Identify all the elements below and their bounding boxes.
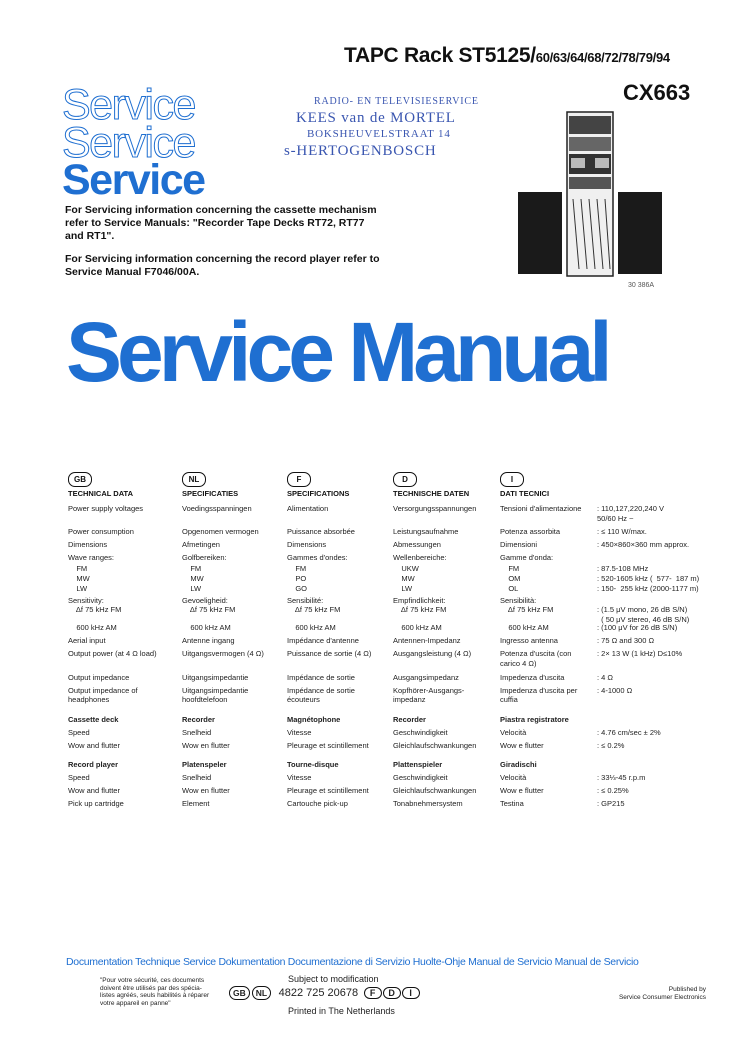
- spec-label: Giradischi: [500, 760, 537, 769]
- spec-label: Recorder: [393, 715, 426, 724]
- spec-label: Δf 75 kHz FM: [500, 605, 554, 614]
- spec-label: Speed: [68, 728, 90, 737]
- spec-label: Antenne ingang: [182, 636, 235, 645]
- spec-label: Sensitivity:: [68, 596, 104, 605]
- spec-label: cuffia: [500, 695, 518, 704]
- language-flag-gb: GB: [68, 472, 92, 487]
- document-number: 4822 725 20678: [278, 987, 359, 999]
- spec-label: Opgenomen vermogen: [182, 527, 259, 536]
- spec-label: Impedenza d'uscita per: [500, 686, 578, 695]
- spec-label: Ingresso antenna: [500, 636, 558, 645]
- model-title: [344, 44, 670, 68]
- spec-label: Ausgangsimpedanz: [393, 673, 459, 682]
- big-title: Service Manual: [66, 305, 608, 399]
- model-suffix: 60/63/64/68/72/78/79/94: [535, 50, 670, 65]
- spec-value: : GP215: [597, 799, 625, 808]
- spec-label: Uitgangsimpedantie: [182, 686, 249, 695]
- publisher: [618, 986, 706, 1001]
- spec-label: Δf 75 kHz FM: [393, 605, 447, 614]
- spec-value: : 4.76 cm/sec ± 2%: [597, 728, 661, 737]
- spec-label: 600 kHz AM: [68, 623, 117, 632]
- spec-label: Pleurage et scintillement: [287, 741, 369, 750]
- spec-label: Ausgangsleistung (4 Ω): [393, 649, 472, 658]
- spec-label: Speed: [68, 773, 90, 782]
- column-header: SPECIFICATIONS: [287, 489, 350, 498]
- language-pill-f: F: [364, 987, 382, 999]
- spec-value: : (100 μV for 26 dB S/N): [597, 623, 678, 632]
- stamp-line-3: BOKSHEUVELSTRAAT 14: [307, 128, 451, 140]
- spec-label: 600 kHz AM: [500, 623, 549, 632]
- service-logo-outline-1: Service: [62, 81, 195, 129]
- model-name: TAPC Rack ST5125/: [344, 44, 536, 67]
- spec-label: FM: [68, 564, 88, 573]
- safety-line: listes agréés, seuls habilités à réparer: [100, 992, 210, 999]
- spec-label: Wow and flutter: [68, 741, 120, 750]
- spec-value: : 520-1605 kHz ( 577- 187 m): [597, 574, 700, 583]
- spec-label: UKW: [393, 564, 419, 573]
- spec-label: Element: [182, 799, 210, 808]
- spec-label: Piastra registratore: [500, 715, 569, 724]
- spec-value: : 4 Ω: [597, 673, 614, 682]
- service-logo-outline-2: Service: [62, 119, 195, 167]
- left-speaker: [518, 192, 562, 274]
- language-pill-d: D: [383, 987, 401, 999]
- spec-label: écouteurs: [287, 695, 320, 704]
- spec-label: Pleurage et scintillement: [287, 786, 369, 795]
- spec-label: FM: [500, 564, 520, 573]
- spec-value: ( 50 μV stereo, 46 dB S/N): [597, 615, 690, 624]
- language-flag-nl: NL: [182, 472, 206, 487]
- spec-value: : ≤ 110 W/max.: [597, 527, 647, 536]
- spec-label: Antennen-Impedanz: [393, 636, 461, 645]
- spec-label: Wow en flutter: [182, 786, 230, 795]
- document-code: [229, 986, 421, 1000]
- spec-label: Δf 75 kHz FM: [287, 605, 341, 614]
- spec-label: Platenspeler: [182, 760, 227, 769]
- printed-in: Printed in The Netherlands: [288, 1006, 395, 1016]
- spec-value: : 110,127,220,240 V: [597, 504, 665, 513]
- spec-label: Impédance d'antenne: [287, 636, 359, 645]
- spec-label: Uitgangsimpedantie: [182, 673, 249, 682]
- spec-label: FM: [182, 564, 202, 573]
- spec-label: Tourne-disque: [287, 760, 339, 769]
- spec-label: Geschwindigkeit: [393, 728, 448, 737]
- spec-label: Magnétophone: [287, 715, 341, 724]
- spec-value: : 87.5-108 MHz: [597, 564, 649, 573]
- spec-label: LW: [393, 584, 413, 593]
- product-photo: [515, 104, 665, 282]
- spec-label: OM: [500, 574, 521, 583]
- subject-to-modification: Subject to modification: [288, 974, 379, 984]
- spec-label: Sensibilité:: [287, 596, 324, 605]
- spec-label: impedanz: [393, 695, 426, 704]
- stamp-line-1: RADIO- EN TELEVISIESERVICE: [314, 96, 479, 107]
- spec-label: Kopfhörer-Ausgangs-: [393, 686, 465, 695]
- spec-label: Sensibilità:: [500, 596, 537, 605]
- spec-label: Golfbereiken:: [182, 553, 227, 562]
- spec-label: Vitesse: [287, 728, 312, 737]
- spec-label: Tonabnehmersystem: [393, 799, 463, 808]
- spec-label: PO: [287, 574, 307, 583]
- spec-label: Potenza d'uscita (con: [500, 649, 572, 658]
- spec-label: Gleichlaufschwankungen: [393, 741, 477, 750]
- spec-label: Vitesse: [287, 773, 312, 782]
- spec-label: MW: [68, 574, 90, 583]
- spec-label: Cartouche pick-up: [287, 799, 348, 808]
- column-header: DATI TECNICI: [500, 489, 550, 498]
- spec-label: Wow and flutter: [68, 786, 120, 795]
- photo-label: 30 386A: [628, 282, 655, 289]
- spec-label: Velocità: [500, 773, 527, 782]
- spec-label: Dimensioni: [500, 540, 538, 549]
- language-pill-nl: NL: [252, 986, 271, 1000]
- spec-label: Record player: [68, 760, 119, 769]
- spec-label: OL: [500, 584, 519, 593]
- spec-value: : 4-1000 Ω: [597, 686, 633, 695]
- spec-label: Δf 75 kHz FM: [182, 605, 236, 614]
- column-header: TECHNICAL DATA: [68, 489, 133, 498]
- right-speaker: [618, 192, 662, 274]
- note-cassette: For Servicing information concerning the cassette mechanism refer to Service Manuals: "Recorder Tape Decks RT72, RT77 and RT1".: [65, 204, 377, 242]
- spec-value: : 33⅓-45 r.p.m: [597, 773, 646, 782]
- spec-label: Dimensions: [68, 540, 108, 549]
- spec-label: Impédance de sortie: [287, 673, 355, 682]
- spec-label: Wow e flutter: [500, 741, 544, 750]
- spec-label: Output impedance of: [68, 686, 138, 695]
- spec-label: FM: [287, 564, 307, 573]
- spec-label: Leistungsaufnahme: [393, 527, 459, 536]
- spec-label: 600 kHz AM: [393, 623, 442, 632]
- spec-label: Cassette deck: [68, 715, 119, 724]
- language-flag-d: D: [393, 472, 417, 487]
- spec-label: Pick up cartridge: [68, 799, 124, 808]
- spec-label: MW: [393, 574, 415, 583]
- spec-label: carico 4 Ω): [500, 659, 537, 668]
- spec-label: Voedingsspanningen: [182, 504, 252, 513]
- spec-label: Wow e flutter: [500, 786, 544, 795]
- safety-note: [100, 977, 209, 1007]
- spec-label: Puissance absorbée: [287, 527, 355, 536]
- spec-label: Impedenza d'uscita: [500, 673, 565, 682]
- spec-label: Recorder: [182, 715, 215, 724]
- spec-value: : 150- 255 kHz (2000-1177 m): [597, 584, 699, 593]
- spec-label: Gevoeligheid:: [182, 596, 228, 605]
- rack-cabinet: [567, 112, 613, 276]
- spec-label: MW: [182, 574, 204, 583]
- stamp-line-2: KEES van de MORTEL: [296, 110, 456, 126]
- spec-label: LW: [182, 584, 202, 593]
- spec-label: GO: [287, 584, 308, 593]
- safety-line: doivent être utilisés par des spécia-: [100, 984, 202, 992]
- spec-label: 600 kHz AM: [287, 623, 336, 632]
- spec-label: Geschwindigkeit: [393, 773, 448, 782]
- spec-label: headphones: [68, 695, 110, 704]
- spec-value: : ≤ 0.25%: [597, 786, 629, 795]
- model-code: CX663: [623, 80, 691, 105]
- spec-label: Dimensions: [287, 540, 327, 549]
- spec-label: hoofdtelefoon: [182, 695, 228, 704]
- publisher-line: Service Consumer Electronics: [618, 993, 706, 1001]
- spec-label: Snelheid: [182, 728, 212, 737]
- spec-label: Abmessungen: [393, 540, 441, 549]
- language-flag-i: I: [500, 472, 524, 487]
- publisher-line: Published by: [668, 986, 706, 993]
- spec-label: Gammes d'ondes:: [287, 553, 348, 562]
- spec-label: Output impedance: [68, 673, 130, 682]
- service-logo-solid: Service: [62, 156, 205, 204]
- spec-label: Gamme d'onda:: [500, 553, 554, 562]
- spec-label: Power consumption: [68, 527, 134, 536]
- spec-label: Power supply voltages: [68, 504, 144, 513]
- spec-label: Testina: [500, 799, 524, 808]
- spec-label: Velocità: [500, 728, 527, 737]
- spec-label: Versorgungsspannungen: [393, 504, 477, 513]
- safety-line: "Pour votre sécurité, ces documents: [100, 977, 205, 984]
- spec-label: Tensioni d'alimentazione: [500, 504, 582, 513]
- spec-value: : ≤ 0.2%: [597, 741, 625, 750]
- language-pill-i: I: [402, 987, 420, 999]
- spec-label: Alimentation: [287, 504, 329, 513]
- stamp-line-4: s-HERTOGENBOSCH: [284, 143, 437, 159]
- spec-label: Afmetingen: [182, 540, 220, 549]
- spec-value: : 2× 13 W (1 kHz) D≤10%: [597, 649, 683, 658]
- spec-label: Wellenbereiche:: [393, 553, 447, 562]
- spec-label: Potenza assorbita: [500, 527, 561, 536]
- spec-label: Impédance de sortie: [287, 686, 355, 695]
- spec-label: Aerial input: [68, 636, 106, 645]
- language-pill-gb: GB: [229, 986, 250, 1000]
- spec-label: Gleichlaufschwankungen: [393, 786, 477, 795]
- column-header: SPECIFICATIES: [182, 489, 239, 498]
- spec-label: LW: [68, 584, 88, 593]
- spec-value: : 450×860×360 mm approx.: [597, 540, 690, 549]
- spec-label: 600 kHz AM: [182, 623, 231, 632]
- column-header: TECHNISCHE DATEN: [393, 489, 470, 498]
- spec-label: Snelheid: [182, 773, 212, 782]
- note-record-player: For Servicing information concerning the record player refer to Service Manual F7046/00A.: [65, 253, 380, 278]
- spec-label: Wave ranges:: [68, 553, 114, 562]
- spec-value: 50/60 Hz ~: [597, 514, 634, 523]
- spec-label: Empfindlichkeit:: [393, 596, 446, 605]
- spec-label: Puissance de sortie (4 Ω): [287, 649, 372, 658]
- safety-line: votre appareil en panne": [100, 999, 171, 1007]
- spec-value: : (1.5 μV mono, 26 dB S/N): [597, 605, 688, 614]
- spec-label: Wow en flutter: [182, 741, 230, 750]
- spec-label: Output power (at 4 Ω load): [68, 649, 157, 658]
- spec-value: : 75 Ω and 300 Ω: [597, 636, 655, 645]
- spec-label: Δf 75 kHz FM: [68, 605, 122, 614]
- footer-languages: Documentation Technique Service Dokumentation Documentazione di Servizio Huolte-Ohje Manual de Servicio Manual de Servicio: [66, 956, 639, 968]
- spec-label: Uitgangsvermogen (4 Ω): [182, 649, 264, 658]
- spec-label: Plattenspieler: [393, 760, 443, 769]
- language-flag-f: F: [287, 472, 311, 487]
